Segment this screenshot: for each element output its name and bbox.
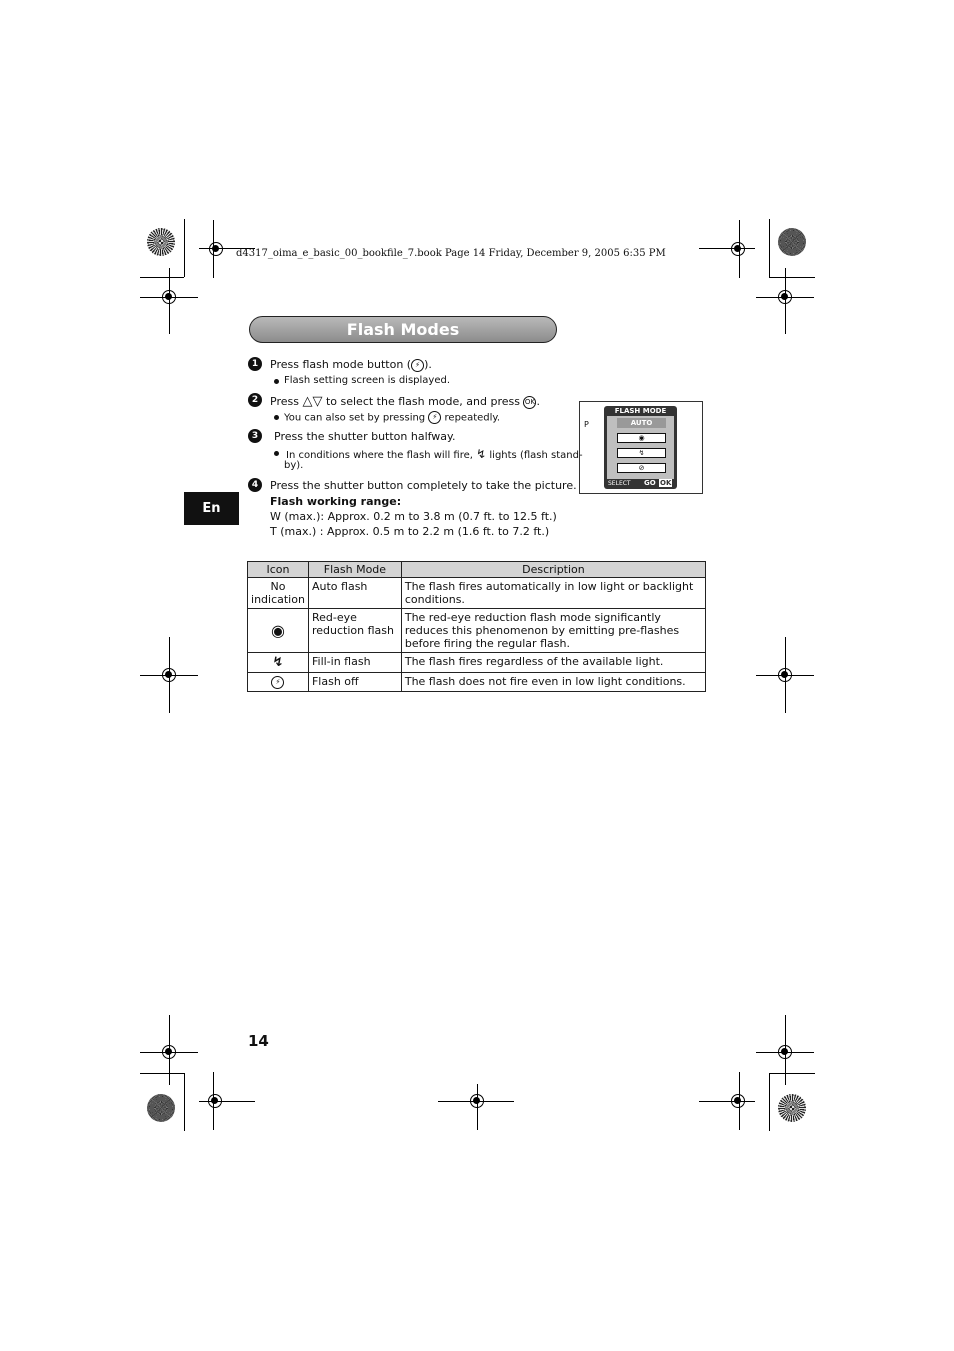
bullet-icon xyxy=(274,415,279,420)
step-number-badge: 3 xyxy=(248,429,262,443)
step-number-badge: 4 xyxy=(248,478,262,492)
step-3-note-cont: by). xyxy=(284,460,304,471)
description-cell: The flash does not fire even in low light conditions. xyxy=(401,673,705,692)
menu-item-auto: AUTO xyxy=(617,418,666,428)
table-row xyxy=(248,673,706,692)
menu-item-red-eye xyxy=(617,433,666,443)
registration-target-icon xyxy=(731,242,745,256)
step-number-badge: 2 xyxy=(248,393,262,407)
step-2-text xyxy=(270,394,540,409)
table-row xyxy=(248,578,706,609)
registration-target-icon xyxy=(208,1094,222,1108)
registration-target-icon xyxy=(209,242,223,256)
step-3-note-b: lights (flash stand- xyxy=(489,450,583,461)
step-number-badge: 1 xyxy=(248,357,262,371)
step-2-note-b: repeatedly. xyxy=(444,412,501,424)
step-2-note xyxy=(284,411,500,424)
page-number: 14 xyxy=(248,1032,269,1050)
footer-go: GO xyxy=(644,479,656,487)
registration-target-icon xyxy=(162,668,176,682)
step-2-end: . xyxy=(536,395,540,408)
icon-cell xyxy=(248,653,309,673)
step-1-note: Flash setting screen is displayed. xyxy=(284,375,451,386)
mode-cell: Flash off xyxy=(308,673,401,692)
registration-target-icon xyxy=(778,290,792,304)
step-4-text: Press the shutter button completely to take the picture. xyxy=(270,479,577,492)
registration-target-icon xyxy=(470,1094,484,1108)
step-1-label: Press flash mode button ( xyxy=(270,358,412,371)
crop-mark xyxy=(699,248,755,249)
language-tab: En xyxy=(184,492,239,525)
registration-target-icon xyxy=(778,668,792,682)
step-1-text xyxy=(270,358,432,372)
mode-cell: Auto flash xyxy=(308,578,401,609)
color-rosette-icon xyxy=(147,1094,175,1122)
mode-cell: Red-eye reduction flash xyxy=(308,609,401,653)
step-3-text: Press the shutter button halfway. xyxy=(274,430,456,443)
mode-cell: Fill-in flash xyxy=(308,653,401,673)
page-title: Flash Modes xyxy=(346,320,460,339)
footer-select: SELECT xyxy=(608,480,631,487)
red-eye-icon: ◉ xyxy=(638,434,645,442)
color-rosette-icon xyxy=(778,1094,806,1122)
table-header-row xyxy=(248,562,706,578)
bullet-icon xyxy=(274,379,279,384)
flash-mode-icon: ⚡ xyxy=(411,359,424,372)
flash-off-icon: ⚡ xyxy=(271,676,284,689)
menu-item-fill-in xyxy=(617,448,666,458)
step-1-end: ). xyxy=(424,358,432,371)
crop-mark xyxy=(769,1073,770,1131)
icon-cell: No indication xyxy=(248,578,309,609)
column-header: Icon xyxy=(248,562,309,578)
description-cell: The flash fires regardless of the available light. xyxy=(401,653,705,673)
crop-mark xyxy=(184,219,185,277)
flash-range-tele: T (max.) : Approx. 0.5 m to 2.2 m (1.6 ft. to 7.2 ft.) xyxy=(270,525,550,538)
crop-mark xyxy=(769,1073,815,1074)
up-down-arrow-icon: △▽ xyxy=(302,394,323,409)
registration-target-icon xyxy=(731,1094,745,1108)
table-row xyxy=(248,653,706,673)
step-3-note-a: In conditions where the flash will fire, xyxy=(286,450,473,461)
crop-mark xyxy=(699,1101,755,1102)
color-rosette-icon xyxy=(147,228,175,256)
color-rosette-icon xyxy=(778,228,806,256)
flash-range-label: Flash working range: xyxy=(270,495,402,508)
column-header: Description xyxy=(401,562,705,578)
registration-target-icon xyxy=(778,1045,792,1059)
crop-mark xyxy=(140,1073,184,1074)
column-header: Flash Mode xyxy=(308,562,401,578)
step-2-note-a: You can also set by pressing xyxy=(284,412,426,424)
flash-icon: ↯ xyxy=(272,655,284,670)
flash-modes-table xyxy=(247,561,706,692)
registration-target-icon xyxy=(162,290,176,304)
description-cell: The flash fires automatically in low light or backlight conditions. xyxy=(401,578,705,609)
step-2-label-a: Press xyxy=(270,395,299,408)
registration-target-icon xyxy=(162,1045,176,1059)
ok-button-icon: OK xyxy=(523,396,536,409)
flash-icon: ↯ xyxy=(476,447,487,461)
crop-mark xyxy=(769,219,770,277)
description-cell: The red-eye reduction flash mode significantly reduces this phenomenon by emitting pre-flashes before firing the regular flash. xyxy=(401,609,705,653)
icon-cell xyxy=(248,673,309,692)
section-title-bar xyxy=(249,316,557,343)
table-row xyxy=(248,609,706,653)
menu-item-flash-off xyxy=(617,463,666,473)
footer-ok: OK xyxy=(660,479,672,487)
step-3-note xyxy=(286,447,583,461)
red-eye-icon: ◉ xyxy=(271,621,285,640)
crop-mark xyxy=(184,1073,185,1131)
bullet-icon xyxy=(274,451,279,456)
icon-cell xyxy=(248,609,309,653)
crop-mark xyxy=(140,277,184,278)
program-mode-icon: P xyxy=(584,420,589,429)
flash-mode-icon: ⚡ xyxy=(428,411,441,424)
print-header: d4317_oima_e_basic_00_bookfile_7.book Page 14 Friday, December 9, 2005 6:35 PM xyxy=(236,248,666,259)
flash-icon: ↯ xyxy=(638,449,645,457)
flash-off-icon: ⊘ xyxy=(638,464,645,472)
flash-range-wide: W (max.): Approx. 0.2 m to 3.8 m (0.7 ft. to 12.5 ft.) xyxy=(270,510,557,523)
crop-mark xyxy=(769,277,815,278)
flash-mode-menu-title: FLASH MODE xyxy=(614,407,667,415)
step-2-label-b: to select the flash mode, and press xyxy=(325,395,520,408)
